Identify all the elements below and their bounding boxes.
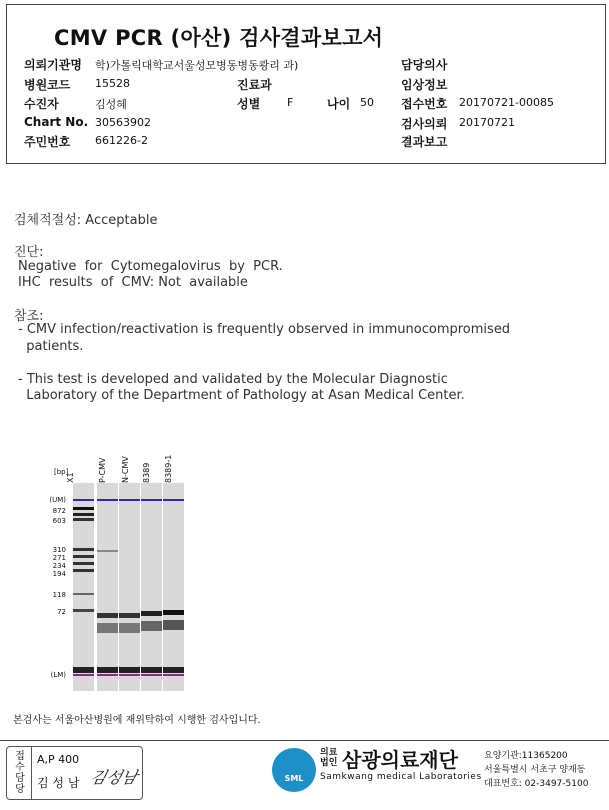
logo-text: SML — [284, 774, 304, 783]
field-value: 50 — [360, 96, 374, 109]
ladder-label: 234 — [52, 562, 66, 570]
ladder-label: 118 — [52, 591, 66, 599]
ladder-label: (LM) — [50, 671, 66, 679]
reference-line: - CMV infection/reactivation is frequently observed in immunocompromised — [18, 322, 511, 337]
field-label: Chart No. — [24, 115, 89, 129]
field-label: 진료과 — [237, 78, 272, 92]
org-name: 삼광의료재단 — [342, 748, 458, 772]
org-prefix: 의료법인 — [320, 748, 338, 768]
diagnosis-line: Negative for Cytomegalovirus by PCR. — [18, 259, 283, 274]
specimen-adequacy: 검체적절성: Acceptable — [14, 213, 158, 228]
ladder-label: 72 — [57, 608, 66, 616]
ladder-label: 872 — [52, 507, 66, 515]
signer-name: 김 성 남 — [37, 776, 80, 790]
field-label: 검사의뢰 — [401, 117, 448, 131]
field-label: 주민번호 — [24, 135, 71, 149]
field-label: 담당의사 — [401, 58, 448, 72]
field-value: F — [287, 96, 294, 109]
diagnosis-line: IHC results of CMV: Not available — [18, 275, 248, 290]
field-value: 661226-2 — [95, 134, 148, 147]
contact-line: 요양기관:11365200 — [484, 751, 568, 761]
ladder-label: 271 — [52, 554, 66, 562]
field-label: 의뢰기관명 — [24, 58, 82, 72]
gel-lane-8389-1 — [163, 483, 184, 691]
field-label: 수진자 — [24, 97, 59, 111]
lane-label: 8389 — [142, 462, 151, 483]
org-english-name: Samkwang medical Laboratories — [320, 772, 482, 782]
reference-line: patients. — [18, 339, 84, 354]
gel-lane-p-cmv — [97, 483, 118, 691]
gel-unit-label: [bp] — [54, 468, 69, 476]
field-value: 학)가톨릭대학교서울성모병동병동쾅리 과) — [95, 59, 299, 72]
report-title: CMV PCR (아산) 검사결과보고서 — [54, 26, 384, 50]
field-label: 결과보고 — [401, 135, 448, 149]
reference-line: - This test is developed and validated by the Molecular Diagnostic — [18, 372, 448, 387]
field-value: 20170721-00085 — [459, 96, 554, 109]
outsourcing-notice: 본검사는 서울아산병원에 재위탁하여 시행한 검사입니다. — [13, 715, 261, 726]
reference-title: 참조: — [14, 309, 44, 324]
gel-lane-n-cmv — [119, 483, 140, 691]
ladder-label: 603 — [52, 517, 66, 525]
ladder-label: 194 — [52, 570, 66, 578]
gel-lane-8389 — [141, 483, 162, 691]
diagnosis-title: 진단: — [14, 245, 44, 260]
field-label: 접수번호 — [401, 97, 448, 111]
gel-electrophoresis-image — [0, 455, 200, 695]
reception-stamp — [6, 746, 143, 800]
field-label: 임상정보 — [401, 78, 448, 92]
field-value: 15528 — [95, 77, 130, 90]
lane-label: N-CMV — [121, 456, 130, 483]
ladder-label: 310 — [52, 546, 66, 554]
lane-label: 8389-1 — [164, 454, 173, 483]
ladder-label: (UM) — [49, 496, 66, 504]
lane-label: X1 — [66, 472, 75, 483]
stamp-label: 접수담당 — [15, 751, 25, 795]
gel-lane-ladder — [73, 483, 94, 691]
contact-line: 대표번호: 02-3497-5100 — [484, 779, 589, 789]
field-value: 김성혜 — [95, 98, 127, 111]
ladder-labels — [30, 455, 69, 695]
field-label: 병원코드 — [24, 78, 71, 92]
sml-logo-icon — [272, 748, 316, 792]
ap-code: A,P 400 — [37, 753, 80, 766]
field-value: 30563902 — [95, 116, 151, 129]
signature: 김성남 — [88, 768, 140, 787]
contact-line: 서울특별시 서초구 양재동 — [484, 765, 586, 775]
field-label: 성별 — [237, 97, 261, 111]
field-value: 20170721 — [459, 116, 515, 129]
reference-line: Laboratory of the Department of Pathology at Asan Medical Center. — [18, 388, 465, 403]
field-label: 나이 — [327, 97, 351, 111]
lane-label: P-CMV — [98, 457, 107, 483]
